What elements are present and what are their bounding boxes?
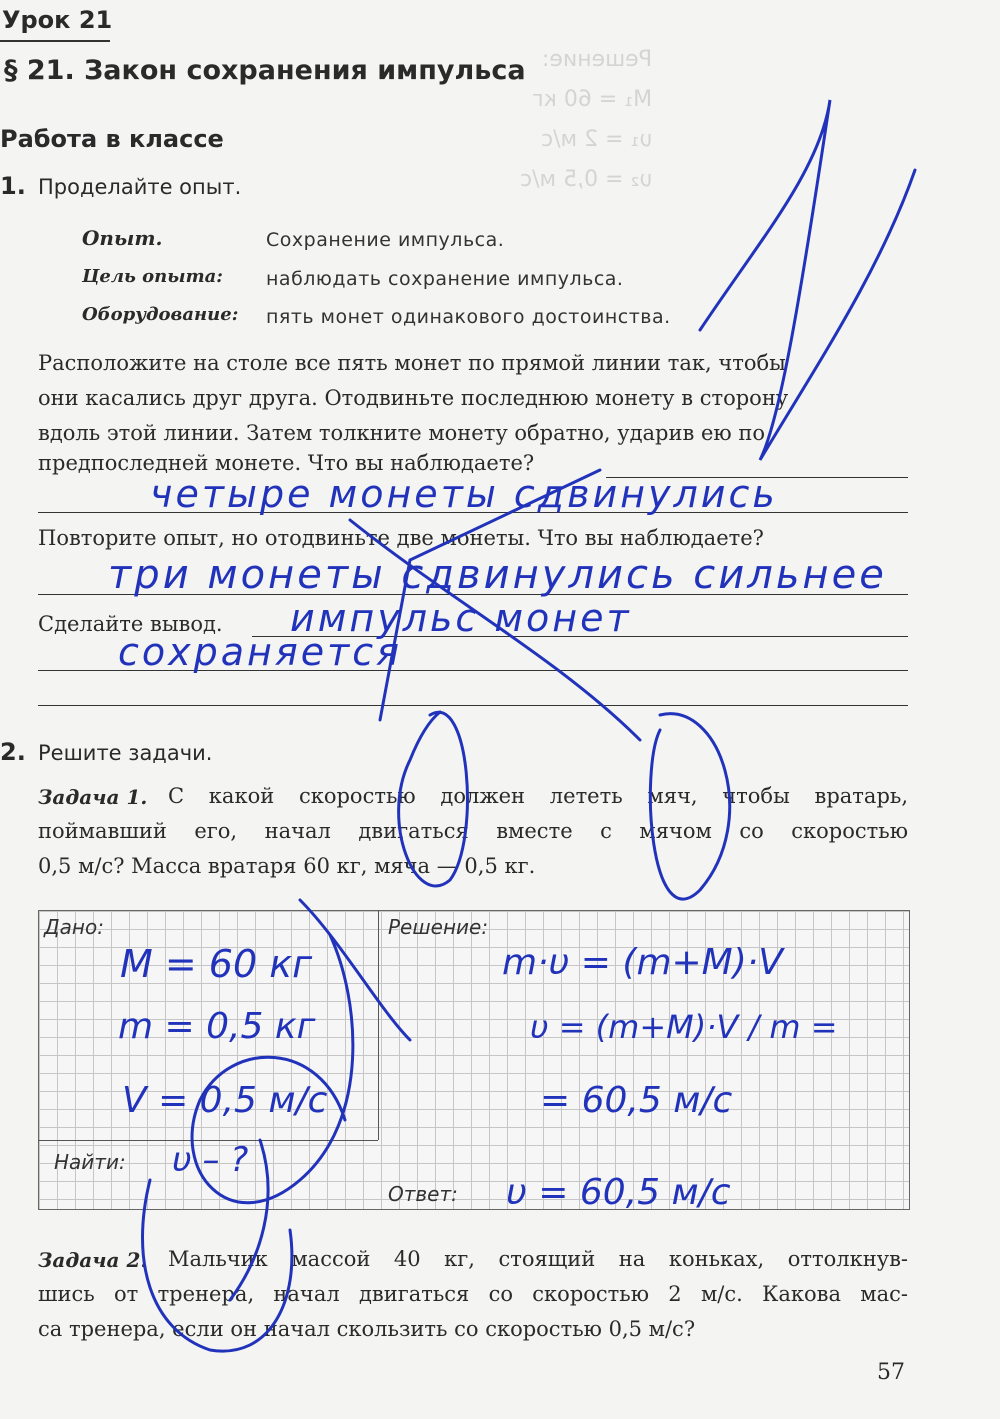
problem-1-line: С какой скоростью должен лететь мяч, чтобы вратарь,: [168, 784, 908, 808]
goal-value: наблюдать сохранение импульса.: [266, 268, 624, 290]
handwritten-find: υ – ?: [172, 1140, 249, 1180]
given-label: Дано:: [44, 915, 104, 939]
goal-label: Цель опыта:: [82, 266, 223, 287]
solution-label: Решение:: [388, 915, 489, 939]
experiment-value: Сохранение импульса.: [266, 229, 505, 251]
task-number: 2.: [0, 738, 26, 766]
oval-stroke: [650, 714, 729, 899]
experiment-label: Опыт.: [82, 226, 163, 250]
handwritten-conclusion-1: импульс монет: [290, 596, 632, 640]
task-number: 1.: [0, 172, 26, 200]
curve-stroke: [143, 1180, 292, 1351]
problem-1-line: 0,5 м/с? Масса вратаря 60 кг, мяча — 0,5 кг.: [38, 854, 536, 878]
question-2: Повторите опыт, но отодвиньте две монеты. Что вы наблюдаете?: [38, 526, 764, 550]
problem-2-line: са тренера, если он начал скользить со скоростью 0,5 м/с?: [38, 1317, 696, 1341]
curve-stroke: [230, 1140, 268, 1300]
diagonal-stroke: [350, 520, 640, 740]
problem-2-label: Задача 2.: [38, 1248, 148, 1272]
diagonal-stroke: [380, 470, 600, 720]
handwritten-given: V = 0,5 м/с: [122, 1080, 328, 1121]
instruction-line: Расположите на столе все пять монет по прямой линии так, чтобы: [38, 351, 786, 375]
loop-stroke: [192, 935, 353, 1203]
problem-2-line: Мальчик массой 40 кг, стоящий на коньках, оттолкнув-: [168, 1247, 908, 1271]
page-number: 57: [877, 1360, 905, 1385]
equipment-label: Оборудование:: [82, 304, 239, 325]
handwritten-solution: m·υ = (m+M)·V: [502, 942, 783, 983]
handwritten-given: M = 60 кг: [120, 942, 313, 986]
check-mark-stroke: [700, 100, 915, 460]
lesson-label: Урок 21: [2, 6, 113, 34]
problem-2-line: шись от тренера, начал двигаться со скоростью 2 м/с. Какова мас-: [38, 1282, 908, 1306]
instruction-line: вдоль этой линии. Затем толкните монету обратно, ударив ею по: [38, 421, 765, 445]
conclusion-label: Сделайте вывод.: [38, 612, 223, 636]
equipment-value: пять монет одинакового достоинства.: [266, 306, 671, 328]
handwritten-answer-2: три монеты сдвинулись сильнее: [108, 552, 887, 598]
oval-stroke: [399, 712, 468, 886]
problem-1-line: поймавший его, начал двигаться вместе с мячом со скоростью: [38, 819, 908, 843]
handwritten-answer: υ = 60,5 м/с: [506, 1172, 731, 1213]
problem-1-label: Задача 1.: [38, 785, 148, 809]
handwritten-answer-1: четыре монеты сдвинулись: [150, 472, 778, 516]
handwritten-solution: = 60,5 м/с: [540, 1080, 733, 1121]
handwritten-conclusion-2: сохраняется: [118, 630, 403, 674]
handwritten-solution: υ = (m+M)·V / m =: [530, 1008, 838, 1046]
paragraph-title: § 21. Закон сохранения импульса: [4, 55, 526, 86]
answer-label: Ответ:: [388, 1182, 458, 1206]
task-heading: Решите задачи.: [38, 741, 213, 765]
section-title: Работа в классе: [0, 125, 224, 153]
instruction-line: они касались друг друга. Отодвиньте последнюю монету в сторону: [38, 386, 789, 410]
handwritten-given: m = 0,5 кг: [118, 1006, 316, 1047]
task-heading: Проделайте опыт.: [38, 175, 242, 199]
question-1: предпоследней монете. Что вы наблюдаете?: [38, 451, 535, 475]
bleed-through-text: Решение: M₁ = 60 кг υ₁ = 2 м/с υ₂ = 0,5 м/с: [520, 47, 653, 192]
find-label: Найти:: [54, 1150, 126, 1174]
diagonal-stroke: [300, 900, 410, 1040]
